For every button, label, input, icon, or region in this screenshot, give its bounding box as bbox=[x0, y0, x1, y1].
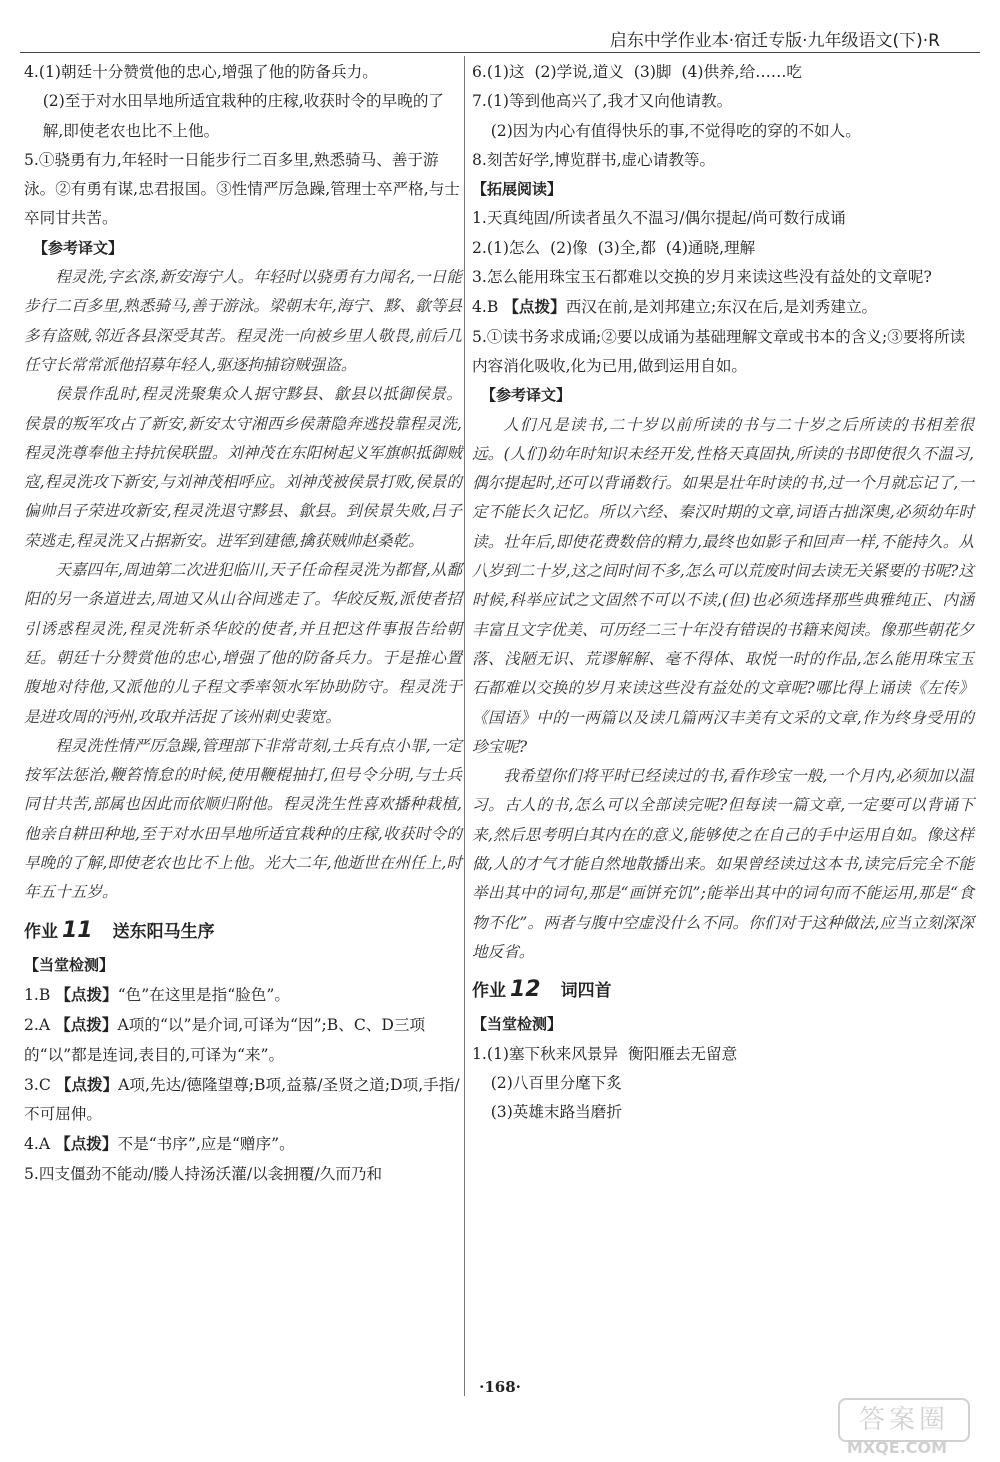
in-class-check-label: 【当堂检测】 bbox=[472, 1015, 563, 1034]
question-2 bbox=[24, 1010, 462, 1070]
question-5: 5.四支僵劲不能动/媵人持汤沃灌/以衾拥覆/久而乃和 bbox=[24, 1164, 383, 1183]
homework-number: 12 bbox=[510, 977, 541, 1003]
answer-letter: 2.A bbox=[24, 1016, 51, 1035]
hint-text: 西汉在前,是刘邦建立;东汉在后,是刘秀建立。 bbox=[565, 298, 878, 317]
extended-answer-4 bbox=[472, 292, 974, 322]
question-3 bbox=[24, 1070, 462, 1130]
header-title: 启东中学作业本·宿迁专版·九年级语文(下)·R bbox=[609, 31, 940, 51]
extended-answer-3: 3.怎么能用珠宝玉石都难以交换的岁月来读这些没有益处的文章呢? bbox=[472, 268, 932, 287]
column-divider bbox=[464, 56, 465, 1396]
hint-text: A项,先达/德隆望尊;B项,益慕/圣贤之道;D项,手指/不可屈伸。 bbox=[24, 1075, 460, 1124]
translation-paragraph: 程灵洗性情严厉急躁,管理部下非常苛刻,士兵有点小罪,一定按军法惩治,鞭笞惰怠的时候,使用鞭棍抽打,但号令分明,与士兵同甘共苦,部属也因此而依顺归附他。程灵洗生性喜欢播种栽植,他亲自耕田种地,至于对水田旱地所适宜栽种的庄稼,收获时令的早晚的了解,即使老农也比不上他。光大二年,他逝世在州任上,时年五十五岁。 bbox=[24, 736, 462, 902]
answer-letter: 3.C bbox=[24, 1075, 51, 1094]
watermark-logo bbox=[812, 1398, 982, 1458]
right-column bbox=[472, 58, 974, 1127]
reference-translation-label: 【参考译文】 bbox=[481, 386, 572, 405]
homework-12-heading bbox=[472, 973, 974, 1008]
watermark-url: MXQE.COM bbox=[846, 1438, 948, 1457]
answer-letter: 1.B bbox=[24, 985, 51, 1004]
homework-11-heading bbox=[24, 914, 462, 949]
question-1 bbox=[24, 980, 462, 1010]
translation-paragraph: 我希望你们将平时已经读过的书,看作珍宝一般,一个月内,必须加以温习。古人的书,怎么可以全部读完呢?但每读一篇文章,一定要可以背诵下来,然后思考明白其内在的意义,能够使之在自己的手中运用自如。像这样做,人的才气才能自然地散播出来。如果曾经读过这本书,读完后完全不能举出其中的词句,那是“画饼充饥”;能举出其中的词句而不能运用,那是“食物不化”。两者与腹中空虚没什么不同。你们对于这种做法,应当立刻深深地反省。 bbox=[472, 767, 974, 961]
hint-tag: 【点拨】 bbox=[503, 297, 566, 317]
hint-text: 不是“书序”,应是“赠序”。 bbox=[117, 1135, 295, 1154]
answer-4-1: 4.(1)朝廷十分赞赏他的忠心,增强了他的防备兵力。 bbox=[24, 63, 378, 81]
homework-label: 作业 bbox=[24, 921, 58, 942]
answer-letter: 4.B bbox=[472, 298, 499, 317]
extended-answer-5: 5.①读书务求成诵;②要以成诵为基础理解文章或书本的含义;③要将所读内容消化吸收,化为已用,做到运用自如。 bbox=[472, 327, 966, 375]
hint-text: “色”在这里是指“脸色”。 bbox=[117, 985, 290, 1004]
answer-8: 8.刻苦好学,博览群书,虚心请教等。 bbox=[472, 150, 716, 169]
check-answer-1-2: (2)八百里分麾下炙 bbox=[490, 1073, 622, 1092]
homework-number: 11 bbox=[62, 917, 93, 943]
answer-7-2: (2)因为内心有值得快乐的事,不觉得吃的穿的不如人。 bbox=[490, 121, 861, 140]
hint-tag: 【点拨】 bbox=[55, 1015, 118, 1035]
homework-title: 词四首 bbox=[560, 981, 612, 1002]
translation-paragraph: 程灵洗,字玄涤,新安海宁人。年轻时以骁勇有力闻名,一日能步行二百多里,熟悉骑马,善于游泳。梁朝末年,海宁、黟、歙等县多有盗贼,邻近各县深受其苦。程灵洗一向被乡里人敬畏,前后几任守长常常派他招募年轻人,驱逐拘捕窃贼强盗。 bbox=[24, 268, 462, 374]
extended-reading-label: 【拓展阅读】 bbox=[472, 180, 563, 199]
extended-answer-1: 1.天真纯固/所读者虽久不温习/偶尔提起/尚可数行成诵 bbox=[472, 209, 846, 228]
translation-paragraph: 人们凡是读书,二十岁以前所读的书与二十岁之后所读的书相差很远。(人们)幼年时知识未经开发,性格天真固执,所读的书即使很久不温习,偶尔提起时,还可以背诵数行。如果是壮年时读的书,过一个月就忘记了,一定不能长久记忆。所以六经、秦汉时期的文章,词语古拙深奥,必须幼年时读。壮年后,即使花费数倍的精力,最终也如影子和回声一样,不能持久。从八岁到二十岁,这之间时间不多,怎么可以荒废时间去读无关紧要的书呢?这时候,科举应试之文固然不可以不读,(但)也必须选择那些典雅纯正、内涵丰富且文字优美、可历经二三十年没有错误的书籍来阅读。像那些朝花夕落、浅陋无识、荒谬解解、毫不得体、取悦一时的作品,怎么能用珠宝玉石都难以交换的岁月来读这些没有益处的文章呢?哪比得上诵读《左传》《国语》中的一两篇以及读几篇两汉丰美有文采的文章,作为终身受用的珍宝呢? bbox=[472, 415, 974, 756]
check-answer-1-1: 1.(1)塞下秋来风景异 衡阳雁去无留意 bbox=[472, 1044, 738, 1063]
hint-tag: 【点拨】 bbox=[55, 984, 118, 1004]
answer-letter: 4.A bbox=[24, 1135, 51, 1154]
in-class-check-label: 【当堂检测】 bbox=[24, 955, 115, 974]
hint-tag: 【点拨】 bbox=[55, 1134, 118, 1154]
hint-text: A项的“以”是介词,可译为“因”;B、C、D三项的“以”都是连词,表目的,可译为“来”。 bbox=[24, 1016, 426, 1064]
question-4 bbox=[24, 1129, 462, 1159]
extended-answer-2: 2.(1)怎么 (2)像 (3)全,都 (4)通晓,理解 bbox=[472, 238, 756, 257]
page-header bbox=[20, 18, 980, 53]
page-number: ·168· bbox=[479, 1378, 521, 1396]
left-column bbox=[24, 58, 462, 1189]
answer-4-2: (2)至于对水田旱地所适宜栽种的庄稼,收获时令的早晚的了解,即使老农也比不上他。 bbox=[42, 92, 445, 140]
hint-tag: 【点拨】 bbox=[55, 1074, 119, 1094]
answer-5: 5.①骁勇有力,年轻时一日能步行二百多里,熟悉骑马、善于游泳。②有勇有谋,忠君报国。③性情严厉急躁,管理士卒严格,与士卒同甘共苦。 bbox=[24, 150, 460, 228]
translation-paragraph: 侯景作乱时,程灵洗聚集众人据守黟县、歙县以抵御侯景。侯景的叛军攻占了新安,新安太守湘西乡侯萧隐奔逃投靠程灵洗,程灵洗尊奉他主持抗侯联盟。刘神茂在东阳树起义军旗帜抵御贼寇,程灵洗攻下新安,与刘神茂相呼应。刘神茂被侯景打败,侯景的偏帅吕子荣进攻新安,程灵洗退守黟县、歙县。到侯景失败,吕子荣逃走,程灵洗又占据新安。进军到建德,擒获贼帅赵桑乾。 bbox=[24, 385, 462, 550]
answer-6: 6.(1)这 (2)学说,道义 (3)脚 (4)供养,给……吃 bbox=[472, 63, 803, 81]
reference-translation-label: 【参考译文】 bbox=[33, 238, 124, 257]
homework-title: 送东阳马生序 bbox=[112, 921, 215, 942]
watermark-badge: 答案圈 bbox=[838, 1398, 970, 1442]
translation-paragraph: 天嘉四年,周迪第二次进犯临川,天子任命程灵洗为都督,从鄱阳的另一条道进去,周迪又从山谷间逃走了。华皎反叛,派使者招引诱惑程灵洗,程灵洗斩杀华皎的使者,并且把这件事报告给朝廷。朝廷十分赞赏他的忠心,增强了他的防备兵力。于是推心置腹地对待他,又派他的儿子程文季率领水军协助防守。程灵洗于是进攻周的沔州,攻取并活捉了该州刺史裴宽。 bbox=[24, 561, 462, 726]
check-answer-1-3: (3)英雄末路当磨折 bbox=[490, 1103, 622, 1122]
answer-7-1: 7.(1)等到他高兴了,我才又向他请教。 bbox=[472, 92, 733, 111]
homework-label: 作业 bbox=[472, 981, 506, 1002]
